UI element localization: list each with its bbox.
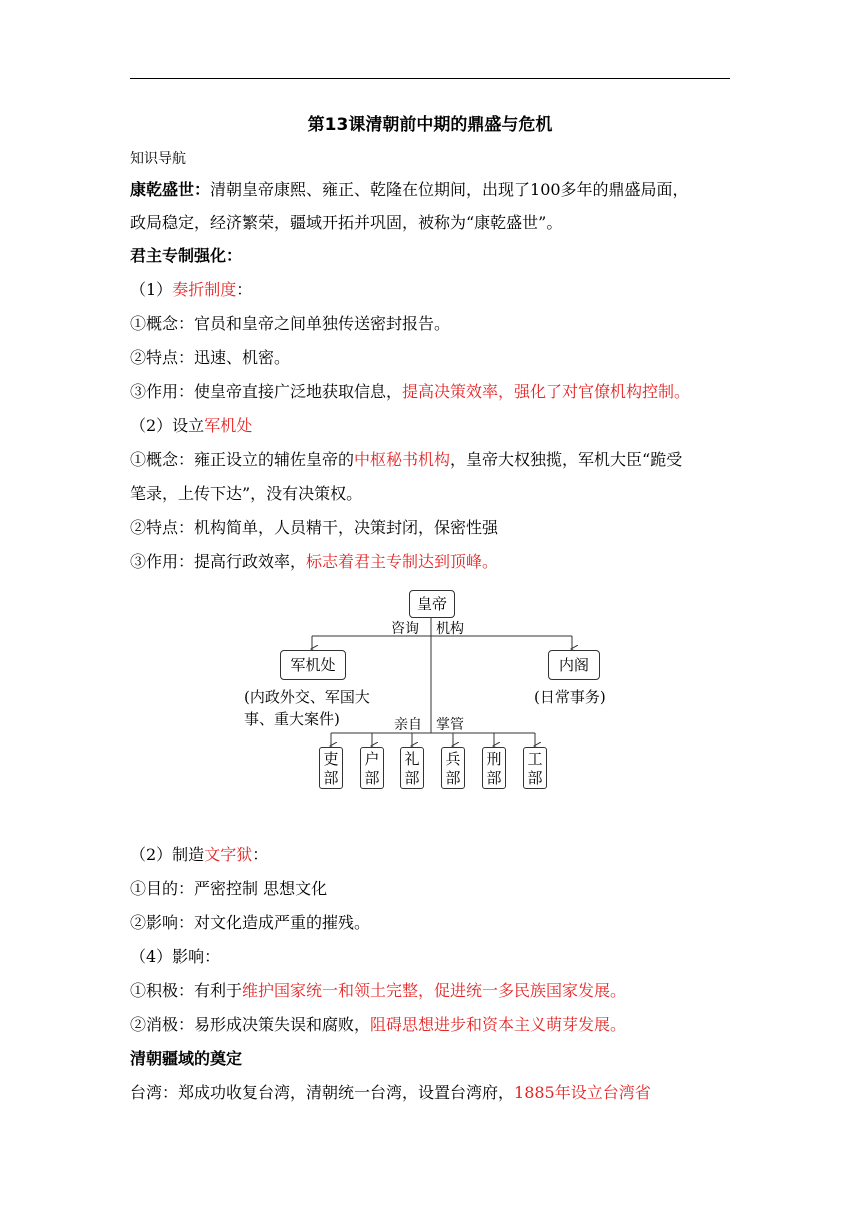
- council-concept-b: ，皇帝大权独揽，军机大臣“跪受: [450, 450, 683, 469]
- memorial-colon: ：: [236, 280, 253, 299]
- influence-pos-red: 维护国家统一和领土完整，促进统一多民族国家发展。: [242, 981, 627, 1000]
- literary-prefix: （2）制造: [130, 845, 205, 864]
- influence-negative: [130, 1015, 732, 1035]
- literary-name: 文字狱: [204, 845, 253, 864]
- influence-heading: （4）影响：: [130, 947, 221, 966]
- council-name: 军机处: [204, 416, 253, 435]
- council-effect-plain: ③作用：提高行政效率，: [130, 552, 307, 571]
- kangqian-text-1: 清朝皇帝康熙、雍正、乾隆在位期间，出现了100多年的鼎盛局面，: [210, 180, 689, 199]
- ministry-box: 兵 部: [441, 747, 465, 789]
- taiwan-red: 1885年设立台湾省: [514, 1083, 651, 1102]
- influence-pos-plain: ①积极：有利于: [130, 981, 243, 1000]
- emperor-box: 皇帝: [409, 590, 455, 618]
- literary-purpose: ①目的：严密控制 思想文化: [130, 879, 328, 898]
- council-concept-red: 中枢秘书机构: [354, 450, 451, 469]
- influence-positive: [130, 981, 732, 1001]
- monarchy-heading: 君主专制强化：: [130, 246, 243, 265]
- organ-label: 机构: [436, 621, 464, 637]
- council-effect-red: 标志着君主专制达到顶峰。: [306, 552, 499, 571]
- council-desc-1: (内政外交、军国大: [244, 688, 370, 706]
- territory-heading: 清朝疆域的奠定: [130, 1049, 243, 1068]
- kangqian-line-2: 政局稳定，经济繁荣，疆域开拓并巩固，被称为“康乾盛世”。: [130, 213, 563, 232]
- ministry-box: 刑 部: [482, 747, 506, 789]
- council-desc-2: 事、重大案件): [244, 710, 340, 728]
- council-concept-2: 笔录，上传下达”，没有决策权。: [130, 484, 363, 503]
- council-concept-a: ①概念：雍正设立的辅佐皇帝的: [130, 450, 355, 469]
- council-prefix: （2）设立: [130, 416, 205, 435]
- literary-heading: [130, 845, 732, 865]
- grand-secretariat-box: 内阁: [548, 650, 600, 680]
- consult-label: 咨询: [391, 621, 419, 637]
- literary-impact: ②影响：对文化造成严重的摧残。: [130, 913, 371, 932]
- literary-colon: ：: [252, 845, 269, 864]
- ministry-box: 户 部: [360, 747, 384, 789]
- grand-secretariat-desc: (日常事务): [534, 688, 606, 706]
- page-title: 第13课清朝前中期的鼎盛与危机: [307, 115, 553, 135]
- council-feature: ②特点：机构简单，人员精干，决策封闭，保密性强: [130, 518, 499, 537]
- memorial-prefix: （1）: [130, 280, 173, 299]
- memorial-concept: ①概念：官员和皇帝之间单独传送密封报告。: [130, 314, 451, 333]
- taiwan-plain: 台湾：郑成功收复台湾，清朝统一台湾，设置台湾府，: [130, 1083, 515, 1102]
- taiwan-line: [130, 1083, 732, 1103]
- manage-label: 掌管: [436, 717, 464, 733]
- memorial-feature: ②特点：迅速、机密。: [130, 348, 291, 367]
- influence-neg-red: 阻碍思想进步和资本主义萌芽发展。: [370, 1015, 627, 1034]
- memorial-effect-plain: ③作用：使皇帝直接广泛地获取信息，: [130, 382, 403, 401]
- nav-label: 知识导航: [130, 151, 186, 167]
- ministry-box: 礼 部: [400, 747, 424, 789]
- personally-label: 亲自: [394, 717, 422, 733]
- council-box: 军机处: [280, 650, 346, 680]
- memorial-effect-red: 提高决策效率，强化了对官僚机构控制。: [402, 382, 691, 401]
- ministry-box: 吏 部: [319, 747, 343, 789]
- memorial-name: 奏折制度: [172, 280, 237, 299]
- ministry-box: 工 部: [523, 747, 547, 789]
- influence-neg-plain: ②消极：易形成决策失误和腐败，: [130, 1015, 371, 1034]
- kangqian-label: 康乾盛世：: [130, 180, 211, 199]
